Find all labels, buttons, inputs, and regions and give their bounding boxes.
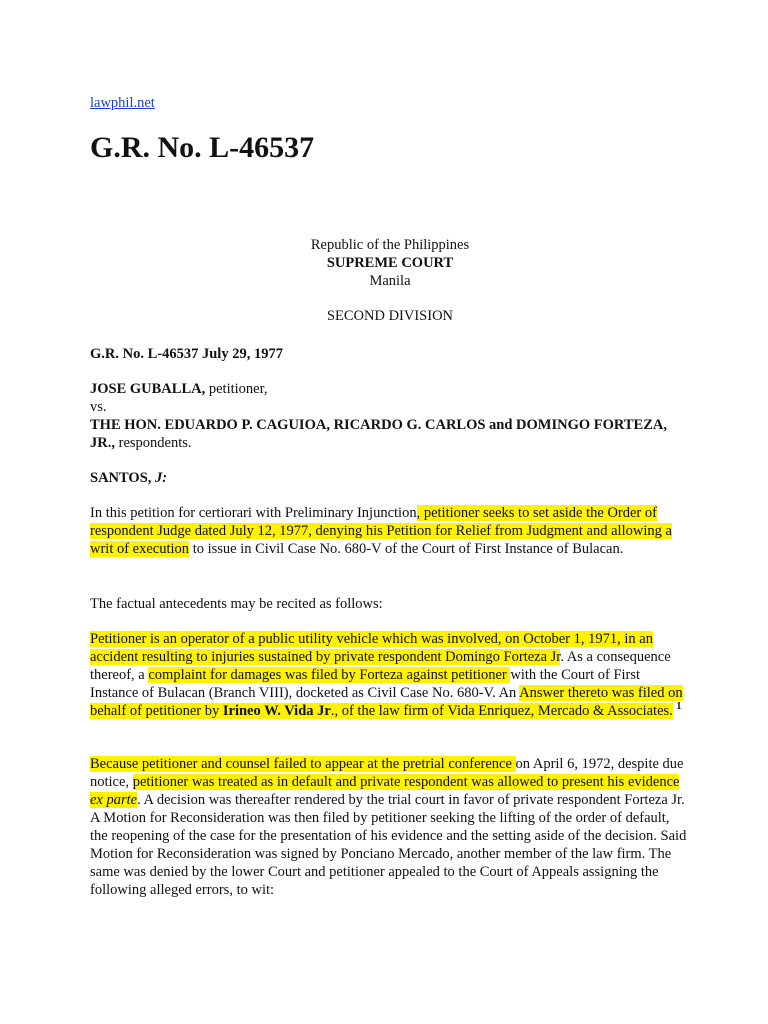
para3-highlight-2: complaint for damages was filed by Forteza against petitioner (148, 667, 511, 683)
para4-highlight-italic: ex parte (90, 792, 138, 808)
case-parties (90, 380, 690, 452)
para1-highlight-1: , petitioner seeks to set aside the Order of respondent Judge dated July 12, 1977, denying his Petition for Relief from Judgment and allowing a writ of execution (90, 505, 672, 557)
ponente-name: SANTOS, (90, 470, 152, 486)
petitioner-role: petitioner, (208, 381, 268, 397)
para3-text-2: with the Court of First Instance of Bulacan (Branch VIII), docketed as Civil Case No. 680-V. An (90, 667, 641, 701)
para4-highlight-1: Because petitioner and counsel failed to appear at the pretrial conference (90, 756, 516, 772)
para3-highlight-4: ., of the law firm of Vida Enriquez, Mercado & Associates. (330, 703, 673, 719)
respondents-names: THE HON. EDUARDO P. CAGUIOA, RICARDO G. CARLOS and DOMINGO FORTEZA, JR., (90, 417, 667, 451)
case-number: G.R. No. L-46537 July 29, 1977 (90, 346, 283, 362)
para4-text-1: on April 6, 1972, despite due notice, (90, 756, 684, 790)
division-label: SECOND DIVISION (326, 308, 454, 324)
header-city: Manila (369, 273, 411, 289)
respondents-role: respondents. (118, 435, 192, 451)
para3-highlight-1: Petitioner is an operator of a public utility vehicle which was involved, on October 1, 1971, in an accident resulting to injuries sustained by private respondent Domingo Forteza Jr (90, 631, 653, 665)
paragraph-2: The factual antecedents may be recited as follows: (90, 596, 383, 612)
header-court: SUPREME COURT (326, 255, 454, 271)
para1-text-1: In this petition for certiorari with Preliminary Injunction (90, 505, 417, 521)
para3-highlight-3: Answer thereto was filed on behalf of petitioner by (90, 685, 683, 719)
para4-highlight-2: petitioner was treated as in default and private respondent was allowed to present his evidence (132, 774, 680, 790)
header-republic: Republic of the Philippines (310, 237, 470, 253)
court-header (90, 236, 690, 290)
ponente (90, 469, 690, 487)
paragraph-4 (90, 755, 690, 899)
para4-text-2: . A decision was thereafter rendered by the trial court in favor of private respondent Forteza Jr. A Motion for Reconsideration was then filed by petitioner seeking the lifting of the order of default, the reopening of the case for the presentation of his evidence and the setting aside of the decision. Said Motion for Reconsideration was signed by Ponciano Mercado, another member of the law firm. The same was denied by the lower Court and petitioner appealed to the Court of Appeals assigning the following alleged errors, to wit: (90, 792, 687, 898)
para3-text-1: . As a consequence thereof, a (90, 649, 671, 683)
versus-label: vs. (90, 399, 107, 415)
document-title: G.R. No. L-46537 (90, 131, 315, 164)
para1-text-2: to issue in Civil Case No. 680-V of the Court of First Instance of Bulacan. (189, 541, 624, 557)
ponente-suffix: J: (155, 470, 168, 486)
footnote-1[interactable]: 1 (676, 701, 682, 713)
petitioner-name: JOSE GUBALLA, (90, 381, 206, 397)
paragraph-1 (90, 504, 690, 558)
para3-counsel-name: Irineo W. Vida Jr (222, 703, 331, 719)
paragraph-3 (90, 630, 690, 720)
source-link[interactable]: lawphil.net (90, 95, 155, 111)
